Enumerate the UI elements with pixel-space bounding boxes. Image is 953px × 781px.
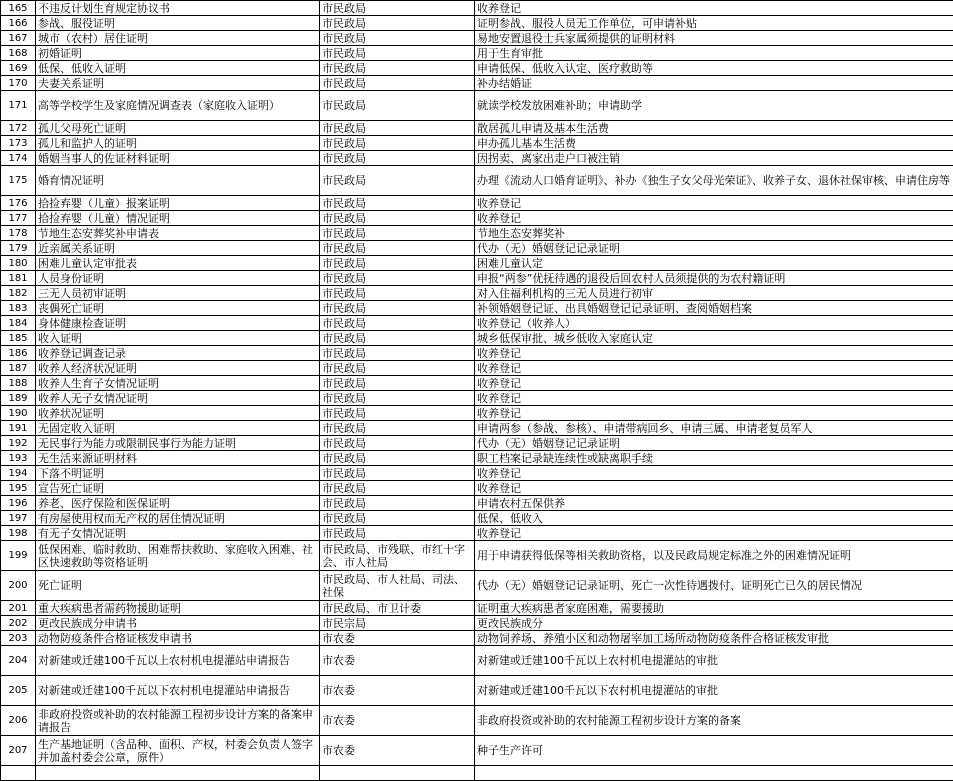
purpose-cell[interactable]: 种子生产许可 [475, 736, 953, 766]
row-number-cell[interactable]: 189 [1, 391, 36, 406]
department-cell[interactable]: 市农委 [320, 631, 475, 646]
certificate-name-cell[interactable]: 人员身份证明 [36, 271, 320, 286]
row-number-cell[interactable]: 165 [1, 1, 36, 16]
purpose-cell[interactable]: 动物饲养场、养殖小区和动物屠宰加工场所动物防疫条件合格证核发审批 [475, 631, 953, 646]
table-row [1, 391, 953, 406]
row-number-cell[interactable]: 186 [1, 346, 36, 361]
table-row [1, 121, 953, 136]
certificate-name-cell[interactable]: 城市（农村）居住证明 [36, 31, 320, 46]
department-cell[interactable]: 市民政局 [320, 346, 475, 361]
certificate-name-cell[interactable]: 有房屋使用权而无产权的居住情况证明 [36, 511, 320, 526]
department-cell[interactable]: 市民政局 [320, 421, 475, 436]
purpose-cell[interactable]: 非政府投资或补助的农村能源工程初步设计方案的备案 [475, 706, 953, 736]
row-number-cell[interactable]: 206 [1, 706, 36, 736]
table-row [1, 421, 953, 436]
certificate-name-cell[interactable]: 低保困难、临时救助、困难帮扶救助、家庭收入困难、社区快速救助等资格证明 [36, 541, 320, 571]
table-row [1, 166, 953, 196]
table-row [1, 136, 953, 151]
table-row [1, 526, 953, 541]
table-row [1, 601, 953, 616]
row-number-cell[interactable]: 182 [1, 286, 36, 301]
purpose-cell[interactable]: 对新建或迁建100千瓦以下农村机电提灌站的审批 [475, 676, 953, 706]
certificate-name-cell[interactable]: 养老、医疗保险和医保证明 [36, 496, 320, 511]
purpose-cell[interactable]: 代办（无）婚姻登记记录证明、死亡一次性待遇拨付、证明死亡已久的居民情况 [475, 571, 953, 601]
table-row [1, 511, 953, 526]
row-number-cell[interactable]: 181 [1, 271, 36, 286]
table-row [1, 481, 953, 496]
table-row [1, 196, 953, 211]
table-row [1, 766, 953, 781]
purpose-cell[interactable]: 补办结婚证 [475, 76, 953, 91]
certificate-name-cell[interactable]: 收养人生育子女情况证明 [36, 376, 320, 391]
purpose-cell[interactable]: 收养登记 [475, 1, 953, 16]
purpose-cell[interactable]: 更改民族成分 [475, 616, 953, 631]
department-cell[interactable]: 市民政局 [320, 121, 475, 136]
table-row [1, 16, 953, 31]
purpose-cell[interactable]: 收养登记 [475, 196, 953, 211]
row-number-cell[interactable] [1, 766, 36, 781]
department-cell[interactable]: 市民政局 [320, 466, 475, 481]
certificate-name-cell[interactable]: 夫妻关系证明 [36, 76, 320, 91]
row-number-cell[interactable]: 185 [1, 331, 36, 346]
purpose-cell[interactable]: 收养登记 [475, 361, 953, 376]
certificate-name-cell[interactable]: 对新建或迁建100千瓦以下农村机电提灌站申请报告 [36, 676, 320, 706]
row-number-cell[interactable]: 205 [1, 676, 36, 706]
purpose-cell[interactable]: 节地生态安葬奖补 [475, 226, 953, 241]
purpose-cell[interactable]: 补领婚姻登记证、出具婚姻登记记录证明、查阅婚姻档案 [475, 301, 953, 316]
purpose-cell[interactable]: 代办（无）婚姻登记记录证明 [475, 241, 953, 256]
row-number-cell[interactable]: 172 [1, 121, 36, 136]
certificate-name-cell[interactable]: 丧偶死亡证明 [36, 301, 320, 316]
table-row [1, 451, 953, 466]
purpose-cell[interactable]: 低保、低收入 [475, 511, 953, 526]
purpose-cell[interactable]: 收养登记 [475, 376, 953, 391]
certificate-name-cell[interactable]: 婚育情况证明 [36, 166, 320, 196]
table-row [1, 31, 953, 46]
department-cell[interactable]: 市民政局、市残联、市红十字会、市人社局 [320, 541, 475, 571]
table-row [1, 241, 953, 256]
department-cell[interactable]: 市民政局、市人社局、司法、社保 [320, 571, 475, 601]
row-number-cell[interactable]: 199 [1, 541, 36, 571]
purpose-cell[interactable]: 收养登记 [475, 391, 953, 406]
department-cell[interactable]: 市民宗局 [320, 616, 475, 631]
department-cell[interactable]: 市民政局 [320, 226, 475, 241]
purpose-cell[interactable]: 收养登记 [475, 346, 953, 361]
department-cell[interactable]: 市农委 [320, 646, 475, 676]
certificate-name-cell[interactable]: 参战、服役证明 [36, 16, 320, 31]
certificate-name-cell[interactable]: 收养状况证明 [36, 406, 320, 421]
table-row [1, 706, 953, 736]
row-number-cell[interactable]: 166 [1, 16, 36, 31]
purpose-cell[interactable]: 收养登记 [475, 526, 953, 541]
department-cell[interactable] [320, 766, 475, 781]
table-row [1, 361, 953, 376]
row-number-cell[interactable]: 192 [1, 436, 36, 451]
certificate-name-cell[interactable]: 收养人经济状况证明 [36, 361, 320, 376]
table-row [1, 331, 953, 346]
row-number-cell[interactable]: 194 [1, 466, 36, 481]
row-number-cell[interactable]: 183 [1, 301, 36, 316]
row-number-cell[interactable]: 203 [1, 631, 36, 646]
certificate-name-cell[interactable]: 低保、低收入证明 [36, 61, 320, 76]
purpose-cell[interactable]: 收养登记（收养人） [475, 316, 953, 331]
certificate-name-cell[interactable]: 有无子女情况证明 [36, 526, 320, 541]
certificate-name-cell[interactable]: 无生活来源证明材料 [36, 451, 320, 466]
purpose-cell[interactable]: 用于生育审批 [475, 46, 953, 61]
table-row [1, 151, 953, 166]
department-cell[interactable]: 市农委 [320, 706, 475, 736]
row-number-cell[interactable]: 170 [1, 76, 36, 91]
table-body [1, 1, 953, 781]
department-cell[interactable]: 市民政局 [320, 436, 475, 451]
row-number-cell[interactable]: 177 [1, 211, 36, 226]
table-row [1, 76, 953, 91]
row-number-cell[interactable]: 180 [1, 256, 36, 271]
department-cell[interactable]: 市民政局 [320, 376, 475, 391]
row-number-cell[interactable]: 201 [1, 601, 36, 616]
certificate-name-cell[interactable]: 死亡证明 [36, 571, 320, 601]
department-cell[interactable]: 市农委 [320, 676, 475, 706]
table-row [1, 571, 953, 601]
purpose-cell[interactable]: 申请两参（参战、参核）、申请带病回乡、申请三属、申请老复员军人 [475, 421, 953, 436]
certificate-name-cell[interactable]: 生产基地证明（含品种、面积、产权，村委会负责人签字并加盖村委会公章，原件） [36, 736, 320, 766]
table-row [1, 61, 953, 76]
department-cell[interactable]: 市民政局 [320, 451, 475, 466]
certificate-name-cell[interactable]: 收养人无子女情况证明 [36, 391, 320, 406]
certificate-name-cell[interactable]: 收入证明 [36, 331, 320, 346]
table-row [1, 676, 953, 706]
row-number-cell[interactable]: 168 [1, 46, 36, 61]
row-number-cell[interactable]: 195 [1, 481, 36, 496]
department-cell[interactable]: 市民政局 [320, 151, 475, 166]
purpose-cell[interactable]: 申办孤儿基本生活费 [475, 136, 953, 151]
table-row [1, 346, 953, 361]
department-cell[interactable]: 市民政局 [320, 496, 475, 511]
purpose-cell[interactable]: 因拐卖、离家出走户口被注销 [475, 151, 953, 166]
purpose-cell[interactable]: 易地安置退役士兵家属须提供的证明材料 [475, 31, 953, 46]
department-cell[interactable]: 市民政局 [320, 196, 475, 211]
row-number-cell[interactable]: 167 [1, 31, 36, 46]
row-number-cell[interactable]: 178 [1, 226, 36, 241]
row-number-cell[interactable]: 171 [1, 91, 36, 121]
certificate-name-cell[interactable]: 孤儿父母死亡证明 [36, 121, 320, 136]
purpose-cell[interactable]: 证明参战、服役人员无工作单位，可申请补贴 [475, 16, 953, 31]
purpose-cell[interactable]: 证明重大疾病患者家庭困难，需要援助 [475, 601, 953, 616]
department-cell[interactable]: 市民政局 [320, 241, 475, 256]
department-cell[interactable]: 市民政局 [320, 406, 475, 421]
purpose-cell[interactable]: 城乡低保审批、城乡低收入家庭认定 [475, 331, 953, 346]
purpose-cell[interactable]: 收养登记 [475, 406, 953, 421]
table-row [1, 436, 953, 451]
purpose-cell[interactable]: 申请农村五保供养 [475, 496, 953, 511]
row-number-cell[interactable]: 179 [1, 241, 36, 256]
table-row [1, 256, 953, 271]
row-number-cell[interactable]: 191 [1, 421, 36, 436]
table-row [1, 46, 953, 61]
row-number-cell[interactable]: 188 [1, 376, 36, 391]
table-row [1, 736, 953, 766]
row-number-cell[interactable]: 190 [1, 406, 36, 421]
department-cell[interactable]: 市民政局 [320, 136, 475, 151]
department-cell[interactable]: 市民政局、市卫计委 [320, 601, 475, 616]
purpose-cell[interactable] [475, 766, 953, 781]
department-cell[interactable]: 市民政局 [320, 286, 475, 301]
department-cell[interactable]: 市民政局 [320, 526, 475, 541]
certificate-name-cell[interactable]: 婚姻当事人的佐证材料证明 [36, 151, 320, 166]
department-cell[interactable]: 市民政局 [320, 271, 475, 286]
purpose-cell[interactable]: 困难儿童认定 [475, 256, 953, 271]
certificate-name-cell[interactable]: 无民事行为能力或限制民事行为能力证明 [36, 436, 320, 451]
department-cell[interactable]: 市民政局 [320, 1, 475, 16]
table-row [1, 616, 953, 631]
purpose-cell[interactable]: 收养登记 [475, 481, 953, 496]
purpose-cell[interactable]: 就读学校发放困难补助；申请助学 [475, 91, 953, 121]
purpose-cell[interactable]: 用于申请获得低保等相关救助资格，以及民政局规定标准之外的困难情况证明 [475, 541, 953, 571]
purpose-cell[interactable]: 对入住福利机构的三无人员进行初审 [475, 286, 953, 301]
certificate-name-cell[interactable]: 重大疾病患者需药物援助证明 [36, 601, 320, 616]
certificate-name-cell[interactable]: 非政府投资或补助的农村能源工程初步设计方案的备案申请报告 [36, 706, 320, 736]
certificate-name-cell[interactable]: 收养登记调查记录 [36, 346, 320, 361]
certificate-name-cell[interactable]: 孤儿和监护人的证明 [36, 136, 320, 151]
department-cell[interactable]: 市民政局 [320, 91, 475, 121]
purpose-cell[interactable]: 职工档案记录缺连续性或缺离职手续 [475, 451, 953, 466]
table-row [1, 301, 953, 316]
table-row [1, 466, 953, 481]
certificate-name-cell[interactable]: 不违反计划生育规定协议书 [36, 1, 320, 16]
department-cell[interactable]: 市民政局 [320, 316, 475, 331]
department-cell[interactable]: 市民政局 [320, 16, 475, 31]
certificate-name-cell[interactable]: 高等学校学生及家庭情况调查表（家庭收入证明） [36, 91, 320, 121]
table-row [1, 1, 953, 16]
department-cell[interactable]: 市民政局 [320, 166, 475, 196]
purpose-cell[interactable]: 收养登记 [475, 466, 953, 481]
row-number-cell[interactable]: 193 [1, 451, 36, 466]
row-number-cell[interactable]: 200 [1, 571, 36, 601]
table-row [1, 496, 953, 511]
table-row [1, 631, 953, 646]
row-number-cell[interactable]: 204 [1, 646, 36, 676]
certificate-name-cell[interactable]: 宣告死亡证明 [36, 481, 320, 496]
table-row [1, 91, 953, 121]
department-cell[interactable]: 市民政局 [320, 31, 475, 46]
department-cell[interactable]: 市民政局 [320, 76, 475, 91]
table-row [1, 541, 953, 571]
row-number-cell[interactable]: 187 [1, 361, 36, 376]
purpose-cell[interactable]: 办理《流动人口婚育证明》、补办《独生子女父母光荣证》、收养子女、退休社保审核、申请住房等 [475, 166, 953, 196]
table-row [1, 286, 953, 301]
row-number-cell[interactable]: 202 [1, 616, 36, 631]
purpose-cell[interactable]: 散居孤儿申请及基本生活费 [475, 121, 953, 136]
table-row [1, 226, 953, 241]
certificate-name-cell[interactable]: 困难儿童认定审批表 [36, 256, 320, 271]
row-number-cell[interactable]: 207 [1, 736, 36, 766]
purpose-cell[interactable]: 对新建或迁建100千瓦以上农村机电提灌站的审批 [475, 646, 953, 676]
certificate-name-cell[interactable]: 近亲属关系证明 [36, 241, 320, 256]
department-cell[interactable]: 市民政局 [320, 481, 475, 496]
table-row [1, 406, 953, 421]
department-cell[interactable]: 市农委 [320, 736, 475, 766]
certificate-name-cell[interactable]: 身体健康检查证明 [36, 316, 320, 331]
department-cell[interactable]: 市民政局 [320, 511, 475, 526]
table-row [1, 211, 953, 226]
row-number-cell[interactable]: 176 [1, 196, 36, 211]
row-number-cell[interactable]: 169 [1, 61, 36, 76]
certificate-name-cell[interactable]: 初婚证明 [36, 46, 320, 61]
row-number-cell[interactable]: 173 [1, 136, 36, 151]
certificate-name-cell[interactable]: 节地生态安葬奖补申请表 [36, 226, 320, 241]
purpose-cell[interactable]: 申请低保、低收入认定、医疗救助等 [475, 61, 953, 76]
department-cell[interactable]: 市民政局 [320, 211, 475, 226]
certificate-name-cell[interactable]: 动物防疫条件合格证核发申请书 [36, 631, 320, 646]
certificate-name-cell[interactable]: 拾捡弃婴（儿童）情况证明 [36, 211, 320, 226]
department-cell[interactable]: 市民政局 [320, 301, 475, 316]
department-cell[interactable]: 市民政局 [320, 46, 475, 61]
department-cell[interactable]: 市民政局 [320, 391, 475, 406]
row-number-cell[interactable]: 175 [1, 166, 36, 196]
row-number-cell[interactable]: 198 [1, 526, 36, 541]
certificate-name-cell[interactable]: 更改民族成分申请书 [36, 616, 320, 631]
certificate-name-cell[interactable]: 拾捡弃婴（儿童）报案证明 [36, 196, 320, 211]
certificate-name-cell[interactable] [36, 766, 320, 781]
purpose-cell[interactable]: 收养登记 [475, 211, 953, 226]
certificate-name-cell[interactable]: 无固定收入证明 [36, 421, 320, 436]
table-row [1, 376, 953, 391]
row-number-cell[interactable]: 184 [1, 316, 36, 331]
table-row [1, 646, 953, 676]
department-cell[interactable]: 市民政局 [320, 256, 475, 271]
certificate-name-cell[interactable]: 三无人员初审证明 [36, 286, 320, 301]
row-number-cell[interactable]: 197 [1, 511, 36, 526]
row-number-cell[interactable]: 196 [1, 496, 36, 511]
department-cell[interactable]: 市民政局 [320, 61, 475, 76]
row-number-cell[interactable]: 174 [1, 151, 36, 166]
table-row [1, 271, 953, 286]
department-cell[interactable]: 市民政局 [320, 331, 475, 346]
table-row [1, 316, 953, 331]
purpose-cell[interactable]: 申报“两参”优抚待遇的退役后回农村人员须提供的为农村籍证明 [475, 271, 953, 286]
certificate-name-cell[interactable]: 下落不明证明 [36, 466, 320, 481]
purpose-cell[interactable]: 代办（无）婚姻登记记录证明 [475, 436, 953, 451]
certificate-name-cell[interactable]: 对新建或迁建100千瓦以上农村机电提灌站申请报告 [36, 646, 320, 676]
department-cell[interactable]: 市民政局 [320, 361, 475, 376]
